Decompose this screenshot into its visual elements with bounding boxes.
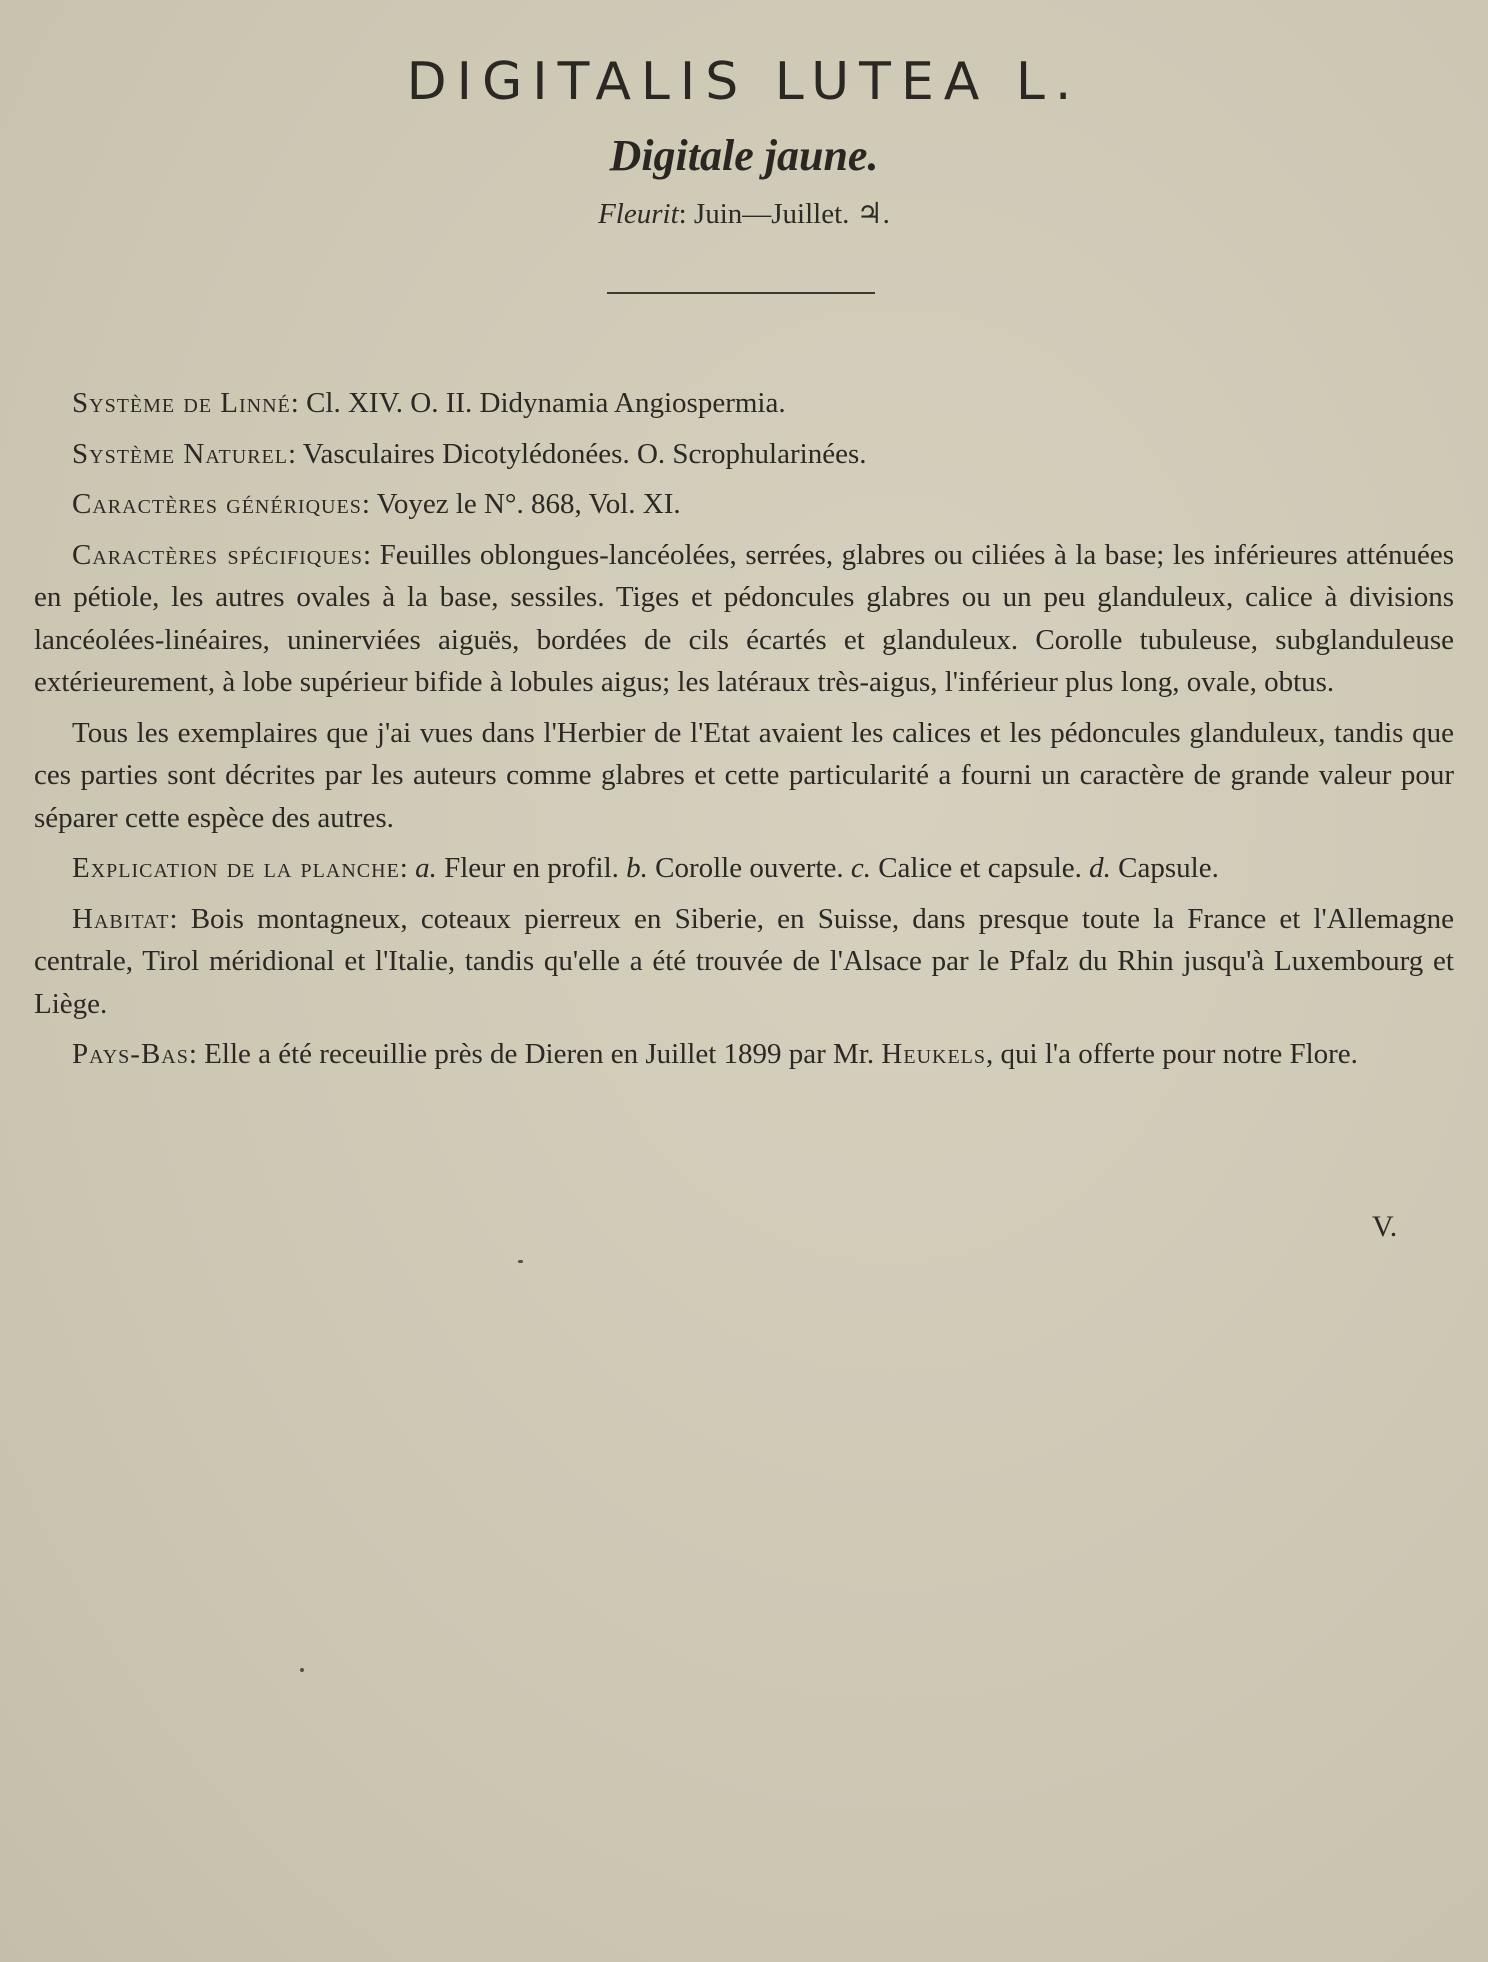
paysbas-label: Pays-Bas [72, 1038, 189, 1070]
generiques-paragraph [34, 483, 1454, 526]
explication-text-b: Corolle ouverte. [647, 852, 851, 884]
explication-text-d: Capsule. [1110, 852, 1219, 884]
generiques-label: Caractères génériques [72, 488, 362, 520]
explication-key-c: c. [850, 852, 871, 884]
explication-label: Explication de la planche [72, 852, 400, 884]
paysbas-paragraph [34, 1033, 1454, 1076]
habitat-label: Habitat [72, 902, 170, 935]
explication-text-c: Calice et capsule. [870, 852, 1090, 884]
paysbas-name: Heukels [881, 1038, 987, 1070]
explication-text-a: Fleur en profil. [436, 852, 627, 884]
naturel-label: Système Naturel [72, 437, 288, 470]
remarque-paragraph: Tous les exemplaires que j'ai vues dans l'Herbier de l'Etat avaient les calices et les pédoncules glanduleux, tandis que ces parties sont décrites par les auteurs comme glabres et cette particularité a fourni un caractère de grande valeur pour séparer cette espèce des autres. [34, 716, 1454, 834]
explication-paragraph [34, 847, 1454, 890]
explication-key-b: b. [626, 852, 648, 884]
generiques-text: : Voyez le N°. 868, Vol. XI. [361, 488, 681, 520]
explication-key-d: d. [1089, 852, 1111, 884]
linne-text: : Cl. XIV. O. II. Didynamia Angiospermia. [290, 387, 786, 419]
paysbas-text-2: , qui l'a offerte pour notre Flore. [986, 1038, 1358, 1070]
flowering-line [0, 196, 1488, 231]
linne-label: Système de Linné [72, 387, 291, 419]
explication-sep: : [399, 852, 416, 884]
author-signature: V. [1372, 1210, 1398, 1243]
page-subtitle: Digitale jaune. [609, 131, 879, 180]
paper-speck [518, 1260, 523, 1263]
naturel-paragraph [34, 433, 1454, 476]
title-divider [607, 292, 875, 294]
page-title: DIGITALIS LUTEA L. [406, 52, 1082, 112]
specifiques-text: : Feuilles oblongues-lancéolées, serrées, glabres ou ciliées à la base; les inférieures atténuées en pétiole, les autres ovales à la base, sessiles. Tiges et pédoncules glabres ou un peu glanduleux, calice à divisions lancéolées-linéaires, uninerviées aiguës, bordées de cils écartés et glanduleux. Corolle tubuleuse, subglanduleuse extérieurement, à lobe supérieur bifide à lobules aigus; les latéraux très-aigus, l'inférieur plus long, ovale, obtus. [34, 538, 1454, 698]
paper-speck [300, 1668, 304, 1672]
habitat-paragraph [34, 898, 1454, 1026]
description-body [34, 382, 1454, 1084]
explication-key-a: a. [415, 852, 437, 884]
naturel-text: : Vasculaires Dicotylédonées. O. Scrophularinées. [287, 437, 867, 470]
linne-paragraph [34, 382, 1454, 425]
specifiques-paragraph [34, 534, 1454, 704]
flowering-value: : Juin—Juillet. ♃. [678, 198, 890, 230]
paysbas-text-1: : Elle a été receuillie près de Dieren en Juillet 1899 par Mr. [188, 1038, 882, 1070]
specifiques-label: Caractères spécifiques [72, 538, 364, 571]
habitat-text: : Bois montagneux, coteaux pierreux en Siberie, en Suisse, dans presque toute la France et l'Allemagne centrale, Tirol méridional et l'Italie, tandis qu'elle a été trouvée de l'Alsace par le Pfalz du Rhin jusqu'à Luxembourg et Liège. [34, 902, 1454, 1020]
flowering-label: Fleurit [598, 198, 679, 230]
